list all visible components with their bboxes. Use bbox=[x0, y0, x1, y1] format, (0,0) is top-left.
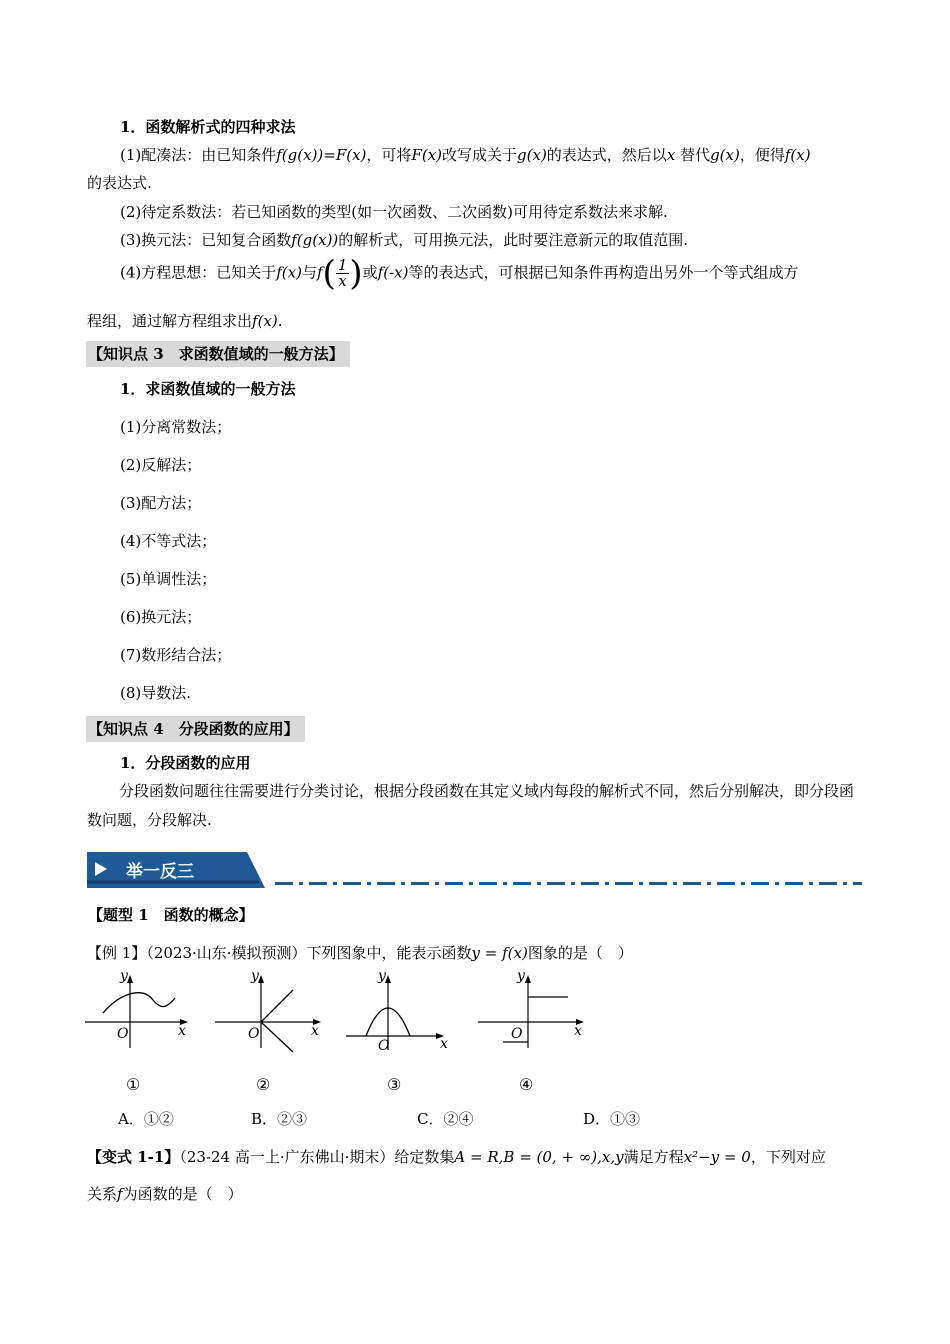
svg-text:O: O bbox=[511, 1026, 523, 1042]
graph-label-2: ② bbox=[256, 1075, 271, 1094]
range-method-6: (6)换元法； bbox=[120, 608, 202, 626]
kp4-paragraph: 分段函数问题往往需要进行分类讨论，根据分段函数在其定义域内每段的解析式不同，然后分别解决，即分段函数问题，分段解决. bbox=[87, 782, 855, 829]
example-1-stem: 【例 1】（2023·山东·模拟预测）下列图象中，能表示函数y = f(x)图象的是（ ） bbox=[87, 944, 633, 962]
graph-label-3: ③ bbox=[387, 1075, 402, 1094]
option-c[interactable]: C．②④ bbox=[417, 1110, 474, 1128]
svg-text:y: y bbox=[251, 968, 259, 984]
svg-text:O: O bbox=[117, 1026, 129, 1042]
range-method-1: (1)分离常数法； bbox=[120, 418, 232, 436]
svg-text:O: O bbox=[378, 1038, 390, 1053]
svg-text:y: y bbox=[120, 968, 128, 984]
range-method-2: (2)反解法； bbox=[120, 456, 202, 474]
svg-text:y: y bbox=[378, 968, 386, 984]
svg-text:x: x bbox=[440, 1036, 448, 1052]
svg-text:O: O bbox=[248, 1026, 260, 1042]
section-heading: 1．函数解析式的四种求法 bbox=[120, 118, 296, 136]
question-type-1-box: 【题型 1 函数的概念】 bbox=[86, 902, 260, 928]
graph-4 bbox=[478, 968, 593, 1053]
range-method-7: (7)数形结合法； bbox=[120, 646, 232, 664]
kp4-heading: 1．分段函数的应用 bbox=[120, 754, 251, 772]
dash-divider bbox=[275, 882, 862, 885]
kp3-heading: 1．求函数值域的一般方法 bbox=[120, 380, 296, 398]
graph-3 bbox=[346, 968, 461, 1053]
graph-label-4: ④ bbox=[519, 1075, 534, 1094]
fraction-1-over-x: $\frac{1}{x}$ bbox=[337, 256, 348, 290]
method-1-line1: (1)配凑法：由已知条件f(g(x))=F(x)，可将F(x)改写成关于g(x)的表达式，然后以x 替代g(x)，便得f(x) bbox=[120, 146, 811, 164]
method-4-line1: (4)方程思想：已知关于f(x)与f( $\frac{1}{x}$ )或f(-x)等的表达式，可根据已知条件再构造出另外一个等式组成方 bbox=[120, 253, 799, 294]
method-3: (3)换元法：已知复合函数f(g(x))的解析式，可用换元法，此时要注意新元的取值范围. bbox=[120, 231, 689, 249]
range-method-4: (4)不等式法； bbox=[120, 532, 217, 550]
knowledge-point-3-box: 【知识点 3 求函数值域的一般方法】 bbox=[86, 341, 350, 367]
knowledge-point-4-box: 【知识点 4 分段函数的应用】 bbox=[86, 716, 305, 742]
variant-1-1-line1: 【变式 1-1】（23-24 高一上·广东佛山·期末）给定数集A = R,B = (0, + ∞),x,y满足方程x²−y = 0，下列对应 bbox=[87, 1148, 826, 1166]
range-method-3: (3)配方法； bbox=[120, 494, 202, 512]
range-method-5: (5)单调性法； bbox=[120, 570, 217, 588]
svg-text:y: y bbox=[517, 968, 525, 984]
option-d[interactable]: D．①③ bbox=[583, 1110, 641, 1128]
range-method-8: (8)导数法. bbox=[120, 684, 192, 702]
variant-1-1-line2: 关系f为函数的是（ ） bbox=[87, 1185, 243, 1203]
graph-2 bbox=[215, 968, 330, 1053]
option-a[interactable]: A．①② bbox=[118, 1110, 174, 1128]
svg-text:x: x bbox=[311, 1023, 319, 1039]
banner-title: 举一反三 bbox=[126, 862, 194, 882]
graph-label-1: ① bbox=[126, 1075, 141, 1094]
method-4-line2: 程组，通过解方程组求出f(x). bbox=[87, 312, 283, 330]
method-1-line2: 的表达式. bbox=[87, 174, 152, 192]
svg-text:x: x bbox=[574, 1023, 582, 1039]
method-2: (2)待定系数法：若已知函数的类型(如一次函数、二次函数)可用待定系数法来求解. bbox=[120, 203, 668, 221]
svg-text:x: x bbox=[178, 1023, 186, 1039]
graph-1 bbox=[85, 968, 200, 1053]
option-b[interactable]: B．②③ bbox=[251, 1110, 308, 1128]
